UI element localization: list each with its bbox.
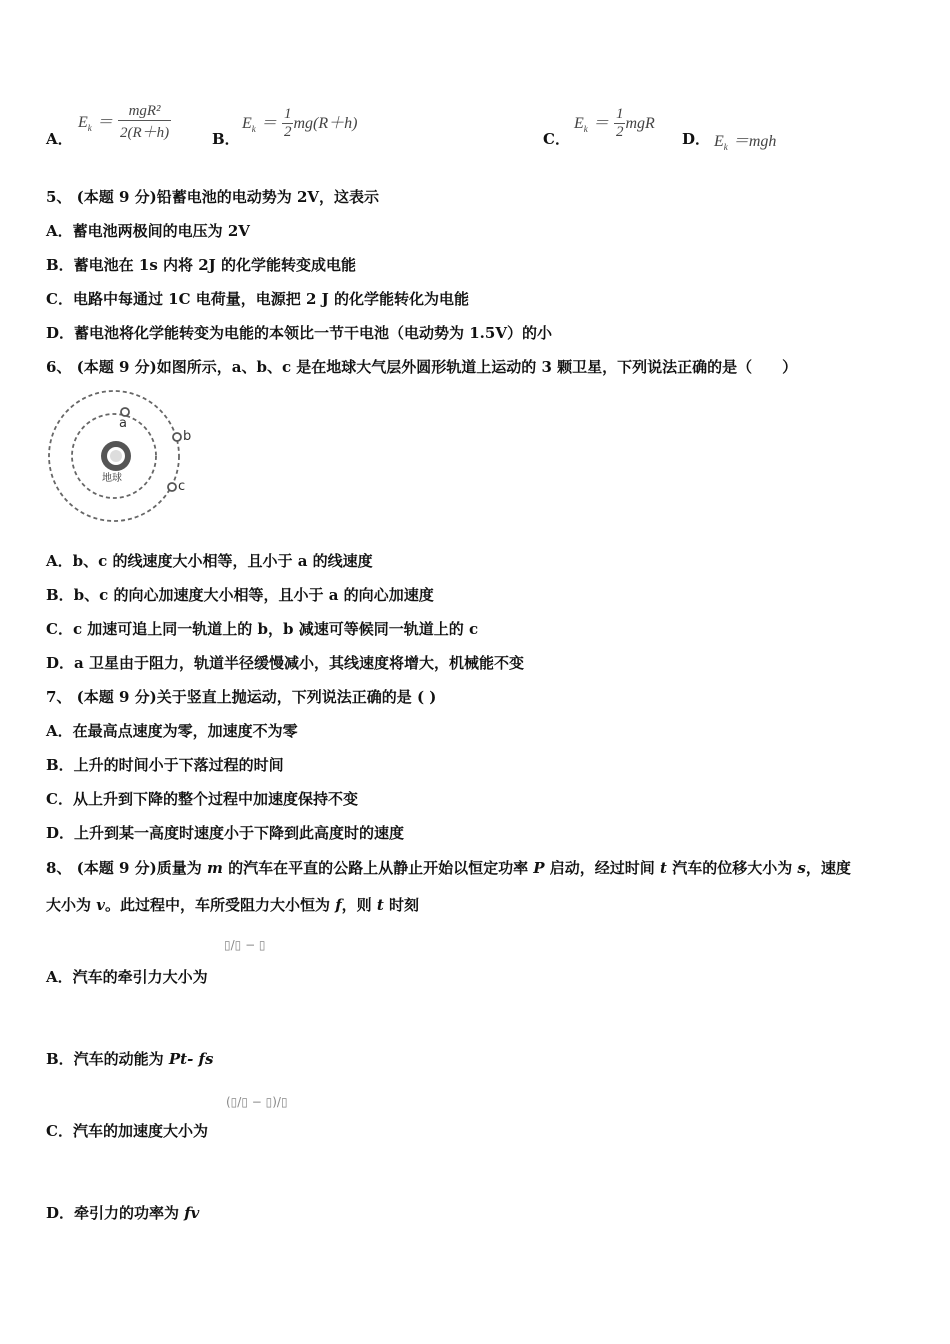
- q8-option-c[interactable]: C．汽车的加速度大小为: [46, 1122, 208, 1140]
- q8-option-a[interactable]: A．汽车的牵引力大小为: [46, 968, 208, 986]
- q4-option-d-formula: $E_k =mgh$: [714, 133, 777, 153]
- satellite-a-label: a: [119, 416, 127, 431]
- q7-stem: 7、 (本题 9 分)关于竖直上抛运动，下列说法正确的是 ( ): [46, 688, 437, 706]
- q5-option-b[interactable]: B．蓄电池在 1s 内将 2J 的化学能转变成电能: [46, 256, 356, 274]
- q5-stem: 5、 (本题 9 分)铅蓄电池的电动势为 2V，这表示: [46, 188, 380, 206]
- q6-stem: 6、 (本题 9 分)如图所示，a、b、c 是在地球大气层外圆形轨道上运动的 3 颗卫星，下列说法正确的是（ ）: [46, 358, 798, 376]
- q5-option-a[interactable]: A．蓄电池两极间的电压为 2V: [46, 222, 250, 240]
- q4-option-b-label[interactable]: B．: [212, 130, 240, 148]
- q6-option-c[interactable]: C．c 加速可追上同一轨道上的 b，b 减速可等候同一轨道上的 c: [46, 620, 479, 638]
- q5-option-d[interactable]: D．蓄电池将化学能转变为电能的本领比一节干电池（电动势为 1.5V）的小: [46, 324, 552, 342]
- q4-option-b-formula: $E_k$ ＝ $\frac{1}{2}$ mg(R＋h): [242, 106, 358, 140]
- q5-option-c[interactable]: C．电路中每通过 1C 电荷量，电源把 2 J 的化学能转化为电能: [46, 290, 469, 308]
- q4-option-a-label[interactable]: A．: [46, 130, 73, 148]
- satellite-b-icon: [173, 433, 181, 441]
- q8-option-a-formula: ▯/▯ − ▯: [224, 938, 266, 952]
- q4-option-c-formula: $E_k$ ＝ $\frac{1}{2}$ mgR: [574, 106, 655, 140]
- q7-option-d[interactable]: D．上升到某一高度时速度小于下降到此高度时的速度: [46, 824, 405, 842]
- satellite-orbit-figure: [44, 388, 204, 528]
- q8-option-b[interactable]: B．汽车的动能为 Pt- fs: [46, 1050, 214, 1068]
- q8-stem-line-1: 8、 (本题 9 分)质量为 m 的汽车在平直的公路上从静止开始以恒定功率 P 启动，经过时间 t 汽车的位移大小为 s，速度: [46, 859, 851, 877]
- q8-option-d[interactable]: D．牵引力的功率为 fv: [46, 1204, 200, 1222]
- q4-option-d-label[interactable]: D．: [682, 130, 711, 148]
- q7-option-c[interactable]: C．从上升到下降的整个过程中加速度保持不变: [46, 790, 358, 808]
- q6-option-b[interactable]: B．b、c 的向心加速度大小相等，且小于 a 的向心加速度: [46, 586, 434, 604]
- satellite-a-icon: [121, 408, 129, 416]
- q6-option-d[interactable]: D．a 卫星由于阻力，轨道半径缓慢减小，其线速度将增大，机械能不变: [46, 654, 524, 672]
- q4-option-c-label[interactable]: C．: [543, 130, 570, 148]
- satellite-b-label: b: [183, 429, 192, 444]
- q7-option-a[interactable]: A．在最高点速度为零，加速度不为零: [46, 722, 298, 740]
- earth-label: 地球: [102, 473, 122, 484]
- q7-option-b[interactable]: B．上升的时间小于下落过程的时间: [46, 756, 284, 774]
- q8-stem-line-2: 大小为 v。此过程中，车所受阻力大小恒为 f，则 t 时刻: [46, 896, 420, 914]
- satellite-c-label: c: [178, 479, 186, 494]
- q8-option-c-formula: (▯/▯ − ▯)/▯: [226, 1095, 288, 1109]
- satellite-c-icon: [168, 483, 176, 491]
- q4-option-a-formula: $E_k$ ＝ $\frac{\text{mgR²}}{2(R+h)}$: [78, 103, 170, 141]
- q6-option-a[interactable]: A．b、c 的线速度大小相等，且小于 a 的线速度: [46, 552, 373, 570]
